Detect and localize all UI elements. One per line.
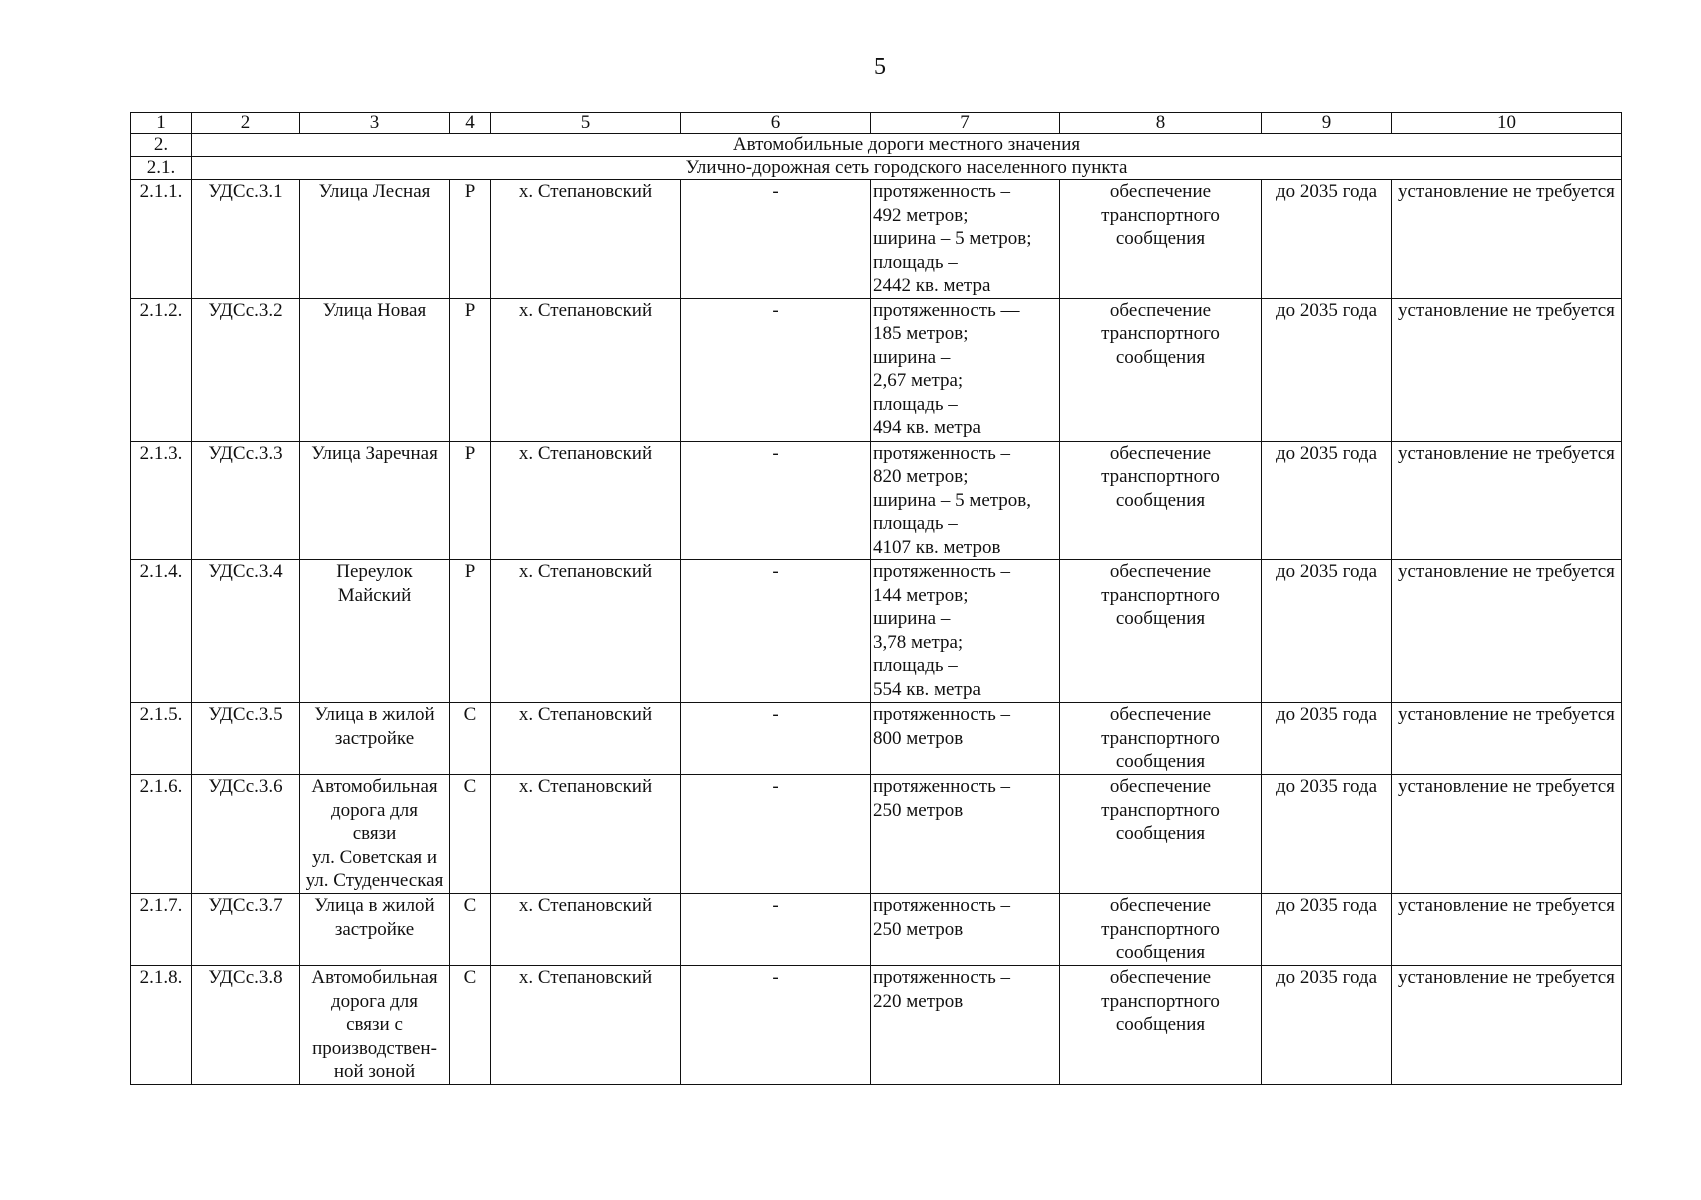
zone-cell: установление не требуется [1392,441,1622,560]
table-row [131,775,1622,894]
object-name-cell: Улица в жилой застройке [300,703,450,775]
table-row [131,298,1622,441]
table-row [131,894,1622,966]
location-cell: х. Степановский [491,180,681,299]
zone-cell: установление не требуется [1392,894,1622,966]
status-cell: Р [450,560,491,703]
table-row [131,966,1622,1085]
column-6-cell: - [681,703,871,775]
column-number: 5 [491,113,681,134]
row-number-cell: 2.1.3. [131,441,192,560]
column-6-cell: - [681,775,871,894]
column-6-cell: - [681,441,871,560]
purpose-cell: обеспечение транспортного сообщения [1060,298,1262,441]
specs-cell: протяженность – 220 метров [871,966,1060,1085]
section-row [131,157,1622,180]
term-cell: до 2035 года [1262,180,1392,299]
column-6-cell: - [681,560,871,703]
term-cell: до 2035 года [1262,298,1392,441]
zone-cell: установление не требуется [1392,180,1622,299]
specs-cell: протяженность – 250 метров [871,894,1060,966]
section-number: 2. [131,134,192,157]
object-name-cell: Улица Заречная [300,441,450,560]
zone-cell: установление не требуется [1392,703,1622,775]
column-number: 2 [192,113,300,134]
purpose-cell: обеспечение транспортного сообщения [1060,775,1262,894]
status-cell: С [450,703,491,775]
column-6-cell: - [681,298,871,441]
purpose-cell: обеспечение транспортного сообщения [1060,180,1262,299]
zone-cell: установление не требуется [1392,775,1622,894]
purpose-cell: обеспечение транспортного сообщения [1060,703,1262,775]
column-number: 8 [1060,113,1262,134]
row-number-cell: 2.1.6. [131,775,192,894]
specs-cell: протяженность – 800 метров [871,703,1060,775]
location-cell: х. Степановский [491,560,681,703]
column-number-row [131,113,1622,134]
zone-cell: установление не требуется [1392,966,1622,1085]
column-6-cell: - [681,894,871,966]
purpose-cell: обеспечение транспортного сообщения [1060,894,1262,966]
object-name-cell: Автомобильная дорога для связи ул. Советская и ул. Студенческая [300,775,450,894]
object-name-cell: Улица Лесная [300,180,450,299]
object-code-cell: УДСс.3.8 [192,966,300,1085]
row-number-cell: 2.1.2. [131,298,192,441]
section-number: 2.1. [131,157,192,180]
status-cell: С [450,966,491,1085]
column-6-cell: - [681,966,871,1085]
status-cell: С [450,775,491,894]
object-name-cell: Автомобильная дорога для связи с производствен- ной зоной [300,966,450,1085]
location-cell: х. Степановский [491,298,681,441]
object-name-cell: Переулок Майский [300,560,450,703]
status-cell: Р [450,298,491,441]
row-number-cell: 2.1.1. [131,180,192,299]
location-cell: х. Степановский [491,775,681,894]
roads-table [130,112,1622,1085]
term-cell: до 2035 года [1262,441,1392,560]
term-cell: до 2035 года [1262,703,1392,775]
column-number: 1 [131,113,192,134]
row-number-cell: 2.1.5. [131,703,192,775]
term-cell: до 2035 года [1262,966,1392,1085]
zone-cell: установление не требуется [1392,298,1622,441]
object-code-cell: УДСс.3.2 [192,298,300,441]
table-row [131,703,1622,775]
specs-cell: протяженность – 820 метров; ширина – 5 метров, площадь – 4107 кв. метров [871,441,1060,560]
status-cell: С [450,894,491,966]
object-code-cell: УДСс.3.1 [192,180,300,299]
specs-cell: протяженность – 250 метров [871,775,1060,894]
status-cell: Р [450,441,491,560]
column-number: 3 [300,113,450,134]
term-cell: до 2035 года [1262,775,1392,894]
object-code-cell: УДСс.3.6 [192,775,300,894]
location-cell: х. Степановский [491,703,681,775]
table-row [131,180,1622,299]
section-row [131,134,1622,157]
object-code-cell: УДСс.3.4 [192,560,300,703]
specs-cell: протяженность – 492 метров; ширина – 5 метров; площадь – 2442 кв. метра [871,180,1060,299]
specs-cell: протяженность – 144 метров; ширина – 3,78 метра; площадь – 554 кв. метра [871,560,1060,703]
section-title: Автомобильные дороги местного значения [192,134,1622,157]
page-number: 5 [874,54,886,80]
column-number: 6 [681,113,871,134]
object-code-cell: УДСс.3.7 [192,894,300,966]
object-name-cell: Улица Новая [300,298,450,441]
status-cell: Р [450,180,491,299]
row-number-cell: 2.1.7. [131,894,192,966]
location-cell: х. Степановский [491,966,681,1085]
table-row [131,441,1622,560]
object-code-cell: УДСс.3.5 [192,703,300,775]
table-row [131,560,1622,703]
specs-cell: протяженность — 185 метров; ширина – 2,67 метра; площадь – 494 кв. метра [871,298,1060,441]
purpose-cell: обеспечение транспортного сообщения [1060,441,1262,560]
section-title: Улично-дорожная сеть городского населенного пункта [192,157,1622,180]
column-number: 4 [450,113,491,134]
column-number: 9 [1262,113,1392,134]
term-cell: до 2035 года [1262,894,1392,966]
column-number: 7 [871,113,1060,134]
term-cell: до 2035 года [1262,560,1392,703]
column-number: 10 [1392,113,1622,134]
object-name-cell: Улица в жилой застройке [300,894,450,966]
row-number-cell: 2.1.8. [131,966,192,1085]
purpose-cell: обеспечение транспортного сообщения [1060,560,1262,703]
object-code-cell: УДСс.3.3 [192,441,300,560]
purpose-cell: обеспечение транспортного сообщения [1060,966,1262,1085]
row-number-cell: 2.1.4. [131,560,192,703]
location-cell: х. Степановский [491,441,681,560]
location-cell: х. Степановский [491,894,681,966]
column-6-cell: - [681,180,871,299]
zone-cell: установление не требуется [1392,560,1622,703]
